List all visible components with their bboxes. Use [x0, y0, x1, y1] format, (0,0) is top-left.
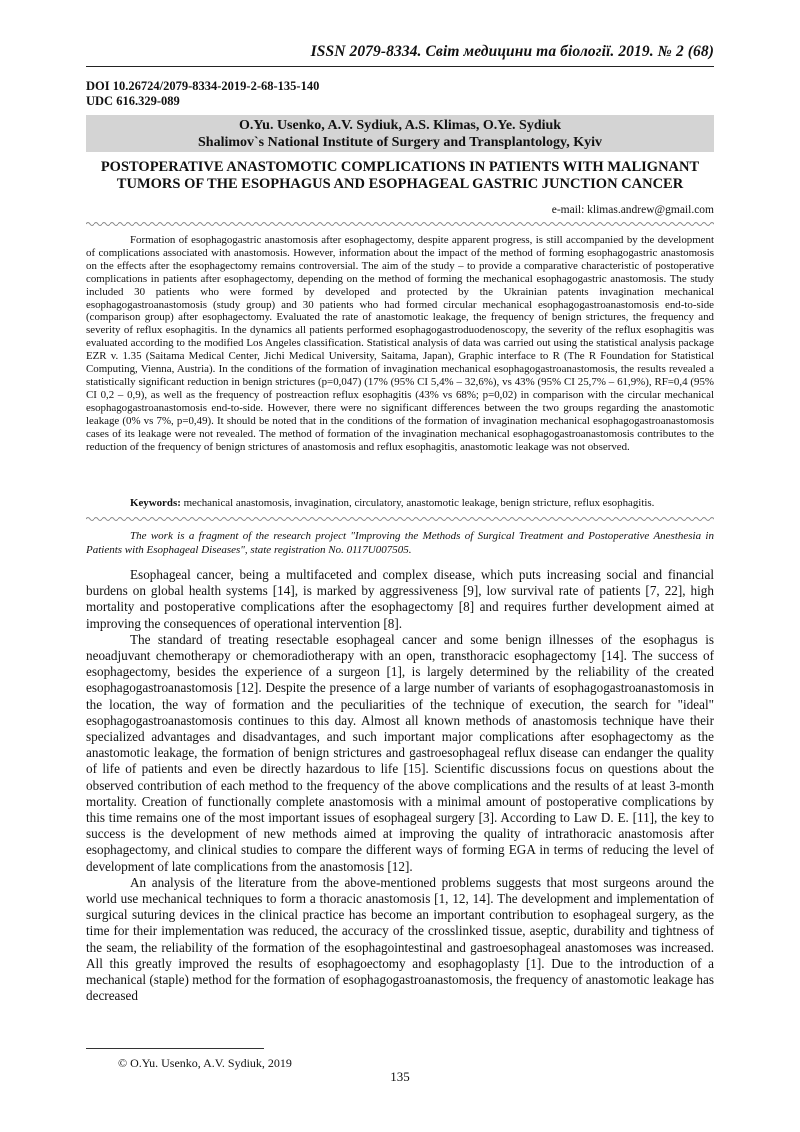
paragraph: The standard of treating resectable esophageal cancer and some benign illnesses of the esophagus is neoadjuvant chemotherapy or chemoradiotherapy with an open, transthoracic esophagectomy [14]. The success of esophagectomy, besides the experience of a surgeon [1], is largely determined by the reliability of the created esophagogastroanastomosis [12]. Despite the presence of a large number of variants of esophagogastroanastomosis in the location, the way of formation and the peculiarities of the technique of execution, the search for "ideal" esophagogastroanastomosis continues to this day. Almost all known methods of anastomosis technique have their specialized advantages and disadvantages, and such important major complications after esophagectomy as the anastomotic leakage, the formation of benign strictures and gastroesophageal reflux disease can endanger the quality of life of patients and even be directly hazardous to life [15]. Scientific discussions focus on questions about the observed contribution of each method to the frequency of the above complications and the results of at least 3-month mortality. Creation of functionally complete anastomosis with a minimal amount of postoperative complications by this time remains one of the most important issues of esophageal surgery [3]. According to Law D. E. [11], the key to success is the development of new methods aimed at improving the quality of intrathoracic anastomosis after esophagectomy, and clinical studies to compare the different ways of forming EGA in terms of reducing the level of development of late complications from the anastomosis [12]. — [86, 631, 714, 874]
email: e-mail: klimas.andrew@gmail.com — [551, 204, 714, 216]
article-title — [86, 159, 714, 193]
body-text — [86, 567, 714, 1004]
udc: UDC 616.329-089 — [86, 94, 180, 108]
keywords-label: Keywords: — [130, 497, 181, 509]
header-rule — [86, 66, 714, 67]
title-line-2: TUMORS OF THE ESOPHAGUS AND ESOPHAGEAL GASTRIC JUNCTION CANCER — [116, 176, 684, 192]
keywords — [86, 497, 714, 510]
abstract: Formation of esophagogastric anastomosis after esophagectomy, despite apparent progress, is still accompanied by the development of complications associated with anastomosis. However, information about the impact of the method of forming esophagogastric anastomosis on the effects after the esophagectomy remains controversial. The aim of the study – to provide a comparative characteristic of postoperative complications in patients after esophagectomy, depending on the method of forming the mechanical esophagogastric anastomosis. The study included 30 patients who were formed by developed and protected by the Ukrainian patents invagination mechanical esophagogastroanastomosis (study group) and 30 patients who had formed circular mechanical esophagogastroanastomosis end-to-side (comparison group) after esophagectomy. Evaluated the rate of anastomotic leakage, the frequency of benign strictures, the frequency and severity of reflux esophagitis. In the dynamics all patients performed esophagogastroduodenoscopy, the severity of the reflux esophagitis was evaluated according to the modified Los Angeles classification. Statistical analysis of data was carried out using the statistical analysis package EZR v. 1.35 (Saitama Medical Center, Jichi Medical University, Saitama, Japan), Graphic interface to R (The R Foundation for Statistical Computing, Vienna, Austria). In the conditions of the formation of invagination mechanical esophagogastroanastomosis, the results revealed a statistically significant reduction in benign strictures (p=0,047) (17% (95% CI 5,4% – 32,6%), vs 43% (95% CI 25,7% – 61,9%), RF=0,4 (95% CI 0,2 – 0,9), as well as the frequency of postreaction reflux esophagitis (43% vs 68%; p=0,02) in comparison with the circular mechanical esophagogastroanastomosis end-to-side. However, there were no significant differences between the two groups regarding the anastomotic leakage (0% vs 7%, p=0,49). It should be noted that in the conditions of the formation of invagination mechanical esophagogastroanastomosis cases of its leakage were not revealed. The method of formation of the invagination mechanical esophagogastroanastomosis contributes to the reduction of the frequency of benign strictures of anastomosis and reflux esophagitis, anastomotic leakage was not observed. — [86, 234, 714, 453]
paragraph: An analysis of the literature from the above-mentioned problems suggests that most surgeons around the world use mechanical techniques to form a thoracic anastomosis [1, 12, 14]. The development and implementation of surgical suturing devices in the clinical practice has become an important contribution to esophageal surgery, as the time for their implementation was reduced, the accuracy of the crosslinked tissue, aseptic, durability and tightness of the seam, the reliability of the formation of the esophagointestinal and gastroesophageal anastomoses was increased. All this greatly improved the results of esophagoectomy and esophagoplasty [1]. Due to the introduction of a mechanical (staple) method for the formation of esophagogastroanastomosis, the frequency of anastomotic leakage has decreased — [86, 874, 714, 1004]
fragment-note: The work is a fragment of the research project "Improving the Methods of Surgical Treatment and Postoperative Anesthesia in Patients with Esophageal Diseases", state registration No. 0117U007505. — [86, 530, 714, 556]
page-number: 135 — [390, 1069, 410, 1084]
institution: Shalimov`s National Institute of Surgery and Transplantology, Kyiv — [198, 135, 602, 150]
copyright: © O.Yu. Usenko, A.V. Sydiuk, 2019 — [118, 1056, 292, 1070]
paragraph: Esophageal cancer, being a multifaceted and complex disease, which puts increasing social and financial burdens on global health systems [14], is marked by aggressiveness [9], low survival rate of patients [7, 22], high mortality and postoperative complications after the esophagectomy [8] and requires further development aimed at improving the consequences of operational intervention [8]. — [86, 567, 714, 631]
title-line-1: POSTOPERATIVE ANASTOMOTIC COMPLICATIONS IN PATIENTS WITH MALIGNANT — [100, 159, 700, 175]
doi: DOI 10.26724/2079-8334-2019-2-68-135-140 — [86, 79, 320, 93]
authors-box — [86, 115, 714, 152]
copyright-rule — [86, 1048, 264, 1049]
journal-header: ISSN 2079-8334. Світ медицини та біології. 2019. № 2 (68) — [310, 43, 714, 60]
authors: O.Yu. Usenko, A.V. Sydiuk, A.S. Klimas, O.Ye. Sydiuk — [238, 118, 562, 133]
keywords-text: mechanical anastomosis, invagination, circulatory, anastomotic leakage, benign stricture, reflux esophagitis. — [183, 497, 655, 509]
wavy-divider-bottom-graphic — [86, 516, 714, 522]
wavy-divider-top — [86, 221, 714, 227]
wavy-divider-top-graphic — [86, 221, 714, 227]
wavy-divider-bottom — [86, 516, 714, 522]
